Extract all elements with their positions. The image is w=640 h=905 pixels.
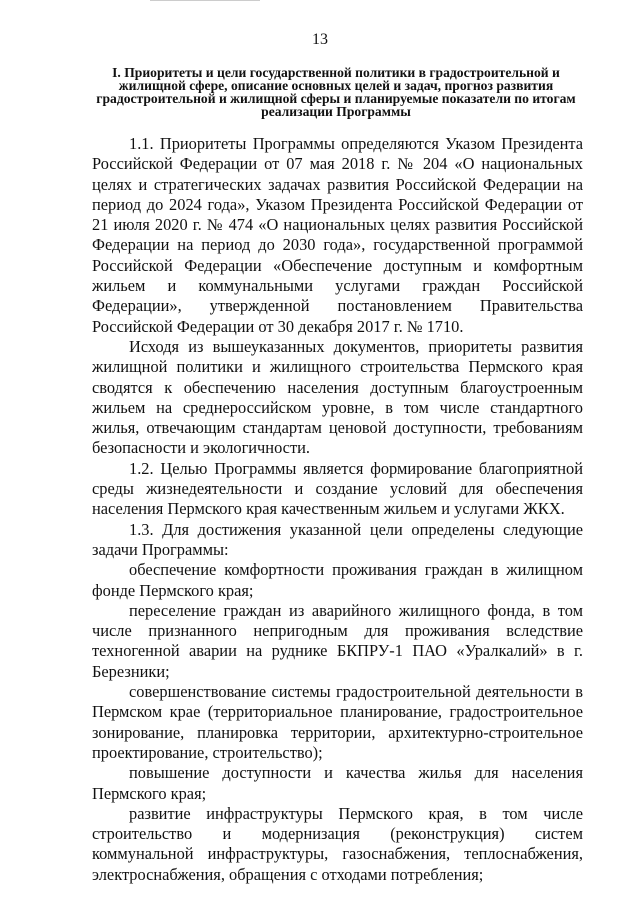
scan-edge-line	[150, 0, 260, 3]
task-item: повышение доступности и качества жилья для населения Пермского края;	[92, 763, 583, 803]
paragraph-1-3: 1.3. Для достижения указанной цели определены следующие задачи Программы:	[92, 519, 583, 559]
section-heading: I. Приоритеты и цели государственной политики в градостроительной и жилищной сфере, описание основных целей и задач, прогноз развития градостроительной и жилищной сферы и планируемые показатели по итогам реализации Программы	[96, 65, 576, 119]
page-number: 13	[312, 31, 328, 48]
paragraph-1-2: 1.2. Целью Программы является формирование благоприятной среды жизнедеятельности и создание условий для обеспечения населения Пермского края качественным жильем и услугами ЖКХ.	[92, 458, 583, 519]
paragraph-1-1: 1.1. Приоритеты Программы определяются Указом Президента Российской Федерации от 07 мая 2018 г. № 204 «О национальных целях и стратегических задачах развития Российской Федерации на период до 2024 года», Указом Президента Российской Федерации от 21 июля 2020 г. № 474 «О национальных целях развития Российской Федерации на период до 2030 года», государственной программой Российской Федерации «Обеспечение доступным и комфортным жильем и коммунальными услугами граждан Российской Федерации», утвержденной постановлением Правительства Российской Федерации от 30 декабря 2017 г. № 1710.	[92, 134, 583, 336]
document-body	[92, 134, 583, 885]
task-item: переселение граждан из аварийного жилищного фонда, в том числе признанного непригодным для проживания вследствие техногенной аварии на руднике БКПРУ-1 ПАО «Уралкалий» в г. Березники;	[92, 600, 583, 681]
paragraph-priorities: Исходя из вышеуказанных документов, приоритеты развития жилищной политики и жилищного строительства Пермского края сводятся к обеспечению населения доступным благоустроенным жильем на среднероссийском уровне, в том числе стандартного жилья, отвечающим стандартам ценовой доступности, требованиям безопасности и экологичности.	[92, 336, 583, 458]
task-item: развитие инфраструктуры Пермского края, в том числе строительство и модернизация (реконструкция) систем коммунальной инфраструктуры, газоснабжения, теплоснабжения, электроснабжения, обращения с отходами потребления;	[92, 803, 583, 884]
task-item: совершенствование системы градостроительной деятельности в Пермском крае (территориальное планирование, градостроительное зонирование, планировка территории, архитектурно-строительное проектирование, строительство);	[92, 682, 583, 762]
task-item: обеспечение комфортности проживания граждан в жилищном фонде Пермского края;	[92, 560, 583, 600]
